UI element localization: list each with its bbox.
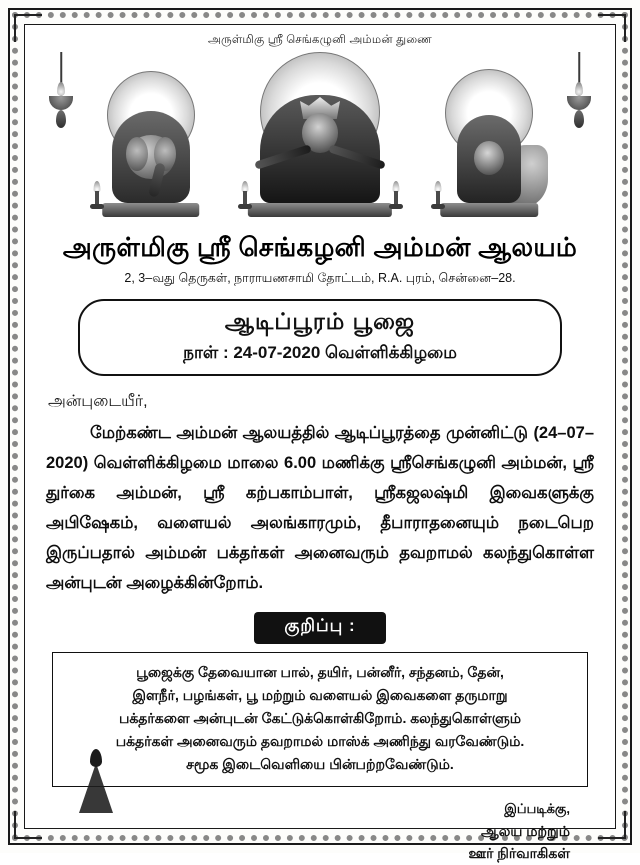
signoff-block (44, 799, 596, 865)
murugan-image (427, 65, 552, 217)
pedestal-amman (248, 203, 392, 217)
oil-lamp-icon (90, 183, 104, 209)
note-line: சமூக இடைவெளியை பின்பற்றவேண்டும். (186, 755, 454, 772)
body-paragraph-text: மேற்கண்ட அம்மன் ஆலயத்தில் ஆடிப்பூரத்தை முன்னிட்டு (24–07–2020) வெள்ளிக்கிழமை மாலை 6.00 மணிக்கு ஸ்ரீசெங்கழுனி அம்மன், ஸ்ரீ துர்கை அம்மன், ஸ்ரீ கற்பகாம்பாள், ஸ்ரீகஜலஷ்மி இவைகளுக்கு அபிஷேகம், வளையல் அலங்காரமும், தீபாராதனையும் நடைபெற இருப்பதால் அம்மன் பக்தர்கள் அனைவரும் தவறாமல் கலந்துகொள்ள அன்புடன் அழைக்கின்றோம். (46, 423, 594, 592)
signoff-line-3: ஊர் நிர்வாகிகள் (468, 845, 570, 862)
note-line: இளநீர், பழங்கள், பூ மற்றும் வளையல் இவைகளை தருமாறு (132, 686, 508, 703)
hanging-lamp-left-icon (48, 52, 74, 172)
amman-image (228, 52, 413, 217)
namaste-hands-icon (66, 749, 126, 813)
oil-lamp-icon (238, 183, 252, 209)
body-paragraph (46, 418, 594, 598)
signoff-line-1: இப்படிக்கு, (504, 801, 570, 817)
invocation-line: அருள்மிகு ஸ்ரீ செங்கழுனி அம்மன் துணை (208, 34, 432, 46)
event-box (78, 299, 562, 376)
invitation-content (26, 26, 614, 862)
ganesha-image (88, 67, 213, 217)
deity-image-band (44, 52, 596, 217)
note-box (52, 652, 588, 787)
note-line: பக்தர்கள் அனைவரும் தவறாமல் மாஸ்க் அணிந்து வரவேண்டும். (115, 732, 525, 749)
note-line: பக்தர்களை அன்புடன் கேட்டுக்கொள்கிறோம். கலந்துகொள்ளும் (118, 709, 522, 726)
note-header-wrap (44, 612, 596, 644)
pedestal-ganesha (102, 203, 200, 217)
note-header: குறிப்பு : (254, 612, 385, 644)
event-date: நாள் : 24-07-2020 வெள்ளிக்கிழமை (183, 342, 457, 362)
event-title: ஆடிப்பூரம் பூஜை (224, 307, 416, 334)
temple-address: 2, 3–வது தெருகள், நாராயணசாமி தோட்டம், R.A. புரம், சென்னை–28. (124, 270, 516, 285)
hanging-lamp-right-icon (566, 52, 592, 172)
salutation: அன்புடையீர், (48, 392, 148, 410)
oil-lamp-icon (431, 183, 445, 209)
note-line: பூஜைக்கு தேவையான பால், தயிர், பன்னீர், சந்தனம், தேன், (136, 663, 504, 680)
signoff-line-2: ஆலய மற்றும் (481, 822, 570, 839)
pedestal-murugan (441, 203, 539, 217)
oil-lamp-icon (389, 183, 403, 209)
temple-name: அருள்மிகு ஸ்ரீ செங்கழனி அம்மன் ஆலயம் (62, 232, 578, 262)
